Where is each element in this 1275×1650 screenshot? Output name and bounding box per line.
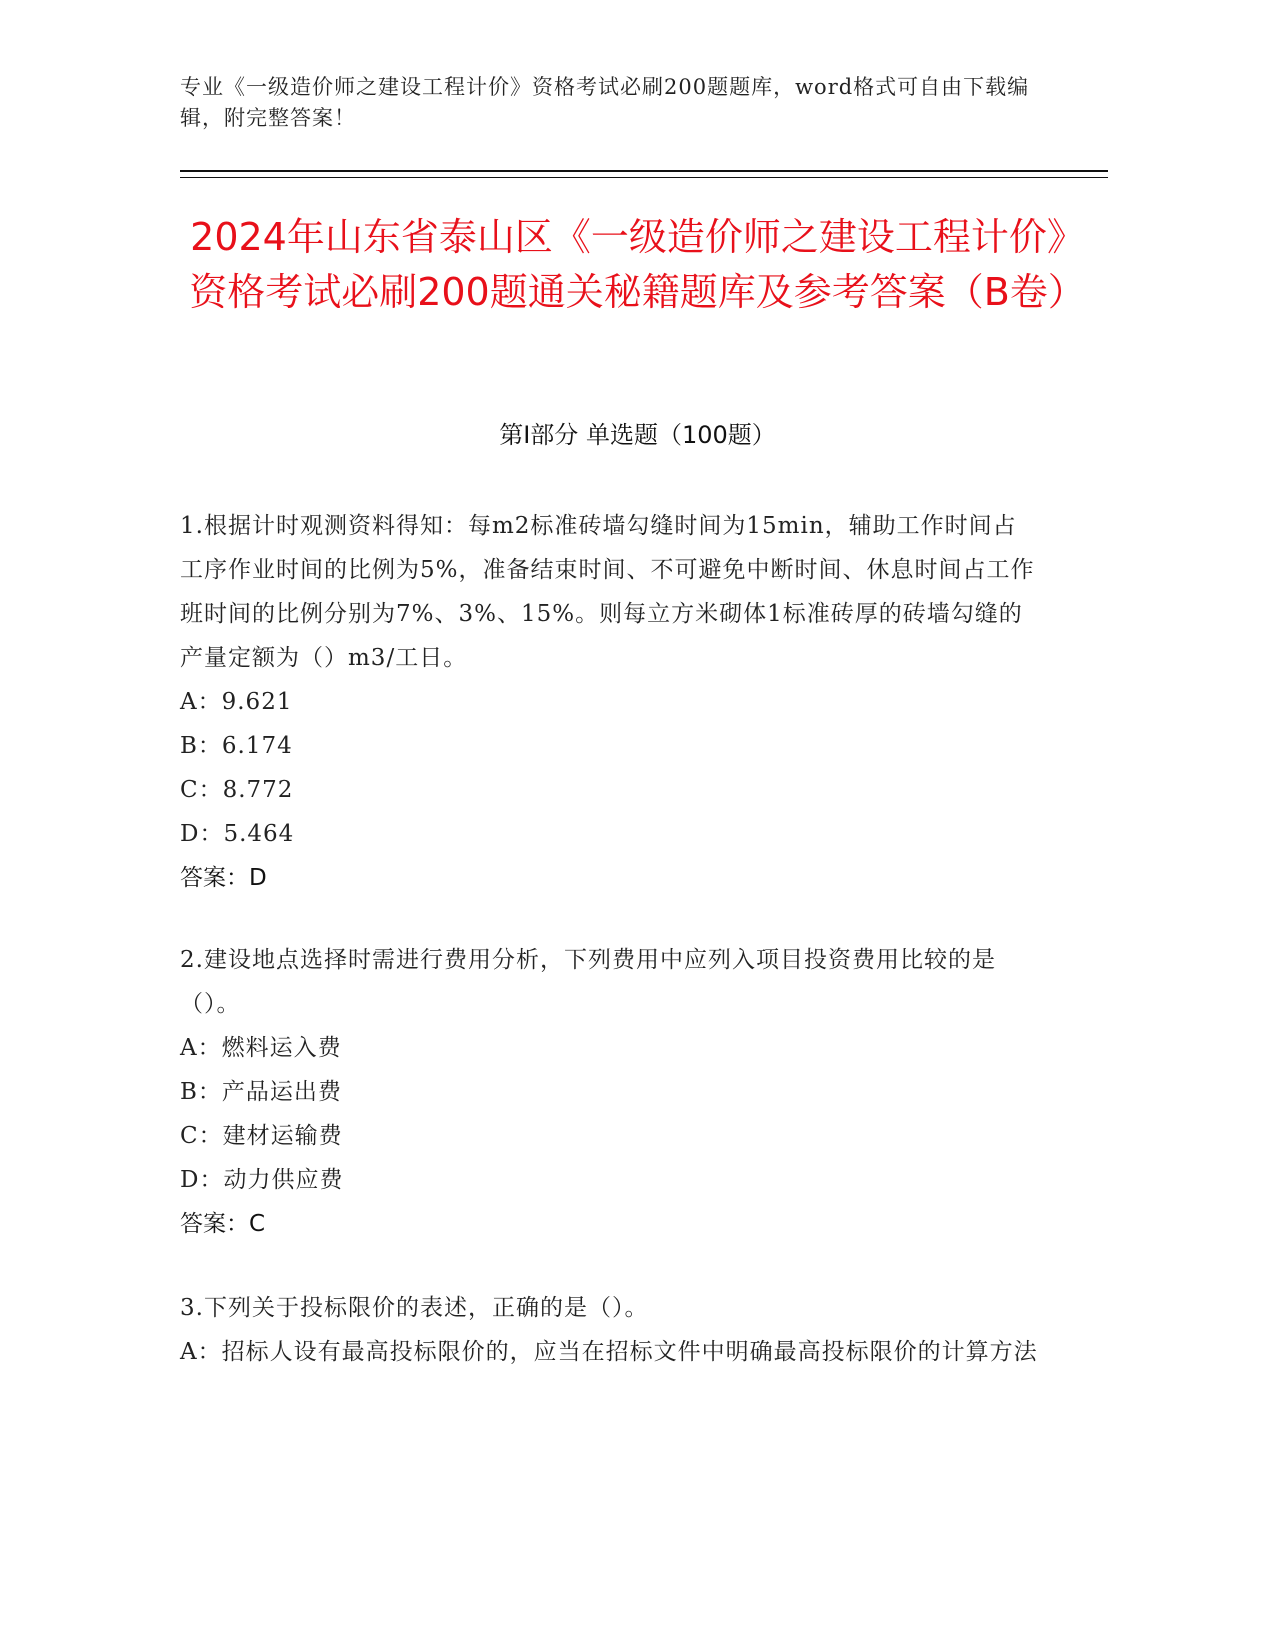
- answer-line: 答案：C: [180, 1211, 266, 1237]
- option-b: B：产品运出费: [180, 1079, 342, 1105]
- option-a: A：招标人设有最高投标限价的，应当在招标文件中明确最高投标限价的计算方法: [180, 1339, 1038, 1365]
- header-divider-thin: [180, 177, 1108, 178]
- option-b: B：6.174: [180, 733, 293, 759]
- answer-line: 答案：D: [180, 865, 267, 891]
- question-2: [180, 938, 1040, 1246]
- header-note: 专业《一级造价师之建设工程计价》资格考试必刷200题题库，word格式可自由下载编辑，附完整答案！: [180, 75, 1030, 130]
- option-d: D：动力供应费: [180, 1167, 344, 1193]
- option-a: A：燃料运入费: [180, 1035, 342, 1061]
- option-d: D：5.464: [180, 821, 295, 847]
- option-a: A：9.621: [180, 689, 293, 715]
- document-title: 2024年山东省泰山区《一级造价师之建设工程计价》资格考试必刷200题通关秘籍题库及参考答案（B卷）: [189, 215, 1086, 314]
- option-c: C：建材运输费: [180, 1123, 343, 1149]
- header-divider-thick: [180, 170, 1108, 172]
- question-stem: 3.下列关于投标限价的表述，正确的是（）。: [180, 1295, 649, 1321]
- section-heading: 第Ⅰ部分 单选题（100题）: [499, 421, 776, 449]
- question-1: [180, 504, 1040, 900]
- question-stem: 1.根据计时观测资料得知：每m2标准砖墙勾缝时间为15min，辅助工作时间占工序作业时间的比例为5%，准备结束时间、不可避免中断时间、休息时间占工作班时间的比例分别为7%、3%、15%。则每立方米砌体1标准砖厚的砖墙勾缝的产量定额为（）m3/工日。: [180, 513, 1035, 671]
- question-stem: 2.建设地点选择时需进行费用分析，下列费用中应列入项目投资费用比较的是（）。: [180, 947, 996, 1017]
- question-3: [180, 1286, 1040, 1374]
- option-c: C：8.772: [180, 777, 294, 803]
